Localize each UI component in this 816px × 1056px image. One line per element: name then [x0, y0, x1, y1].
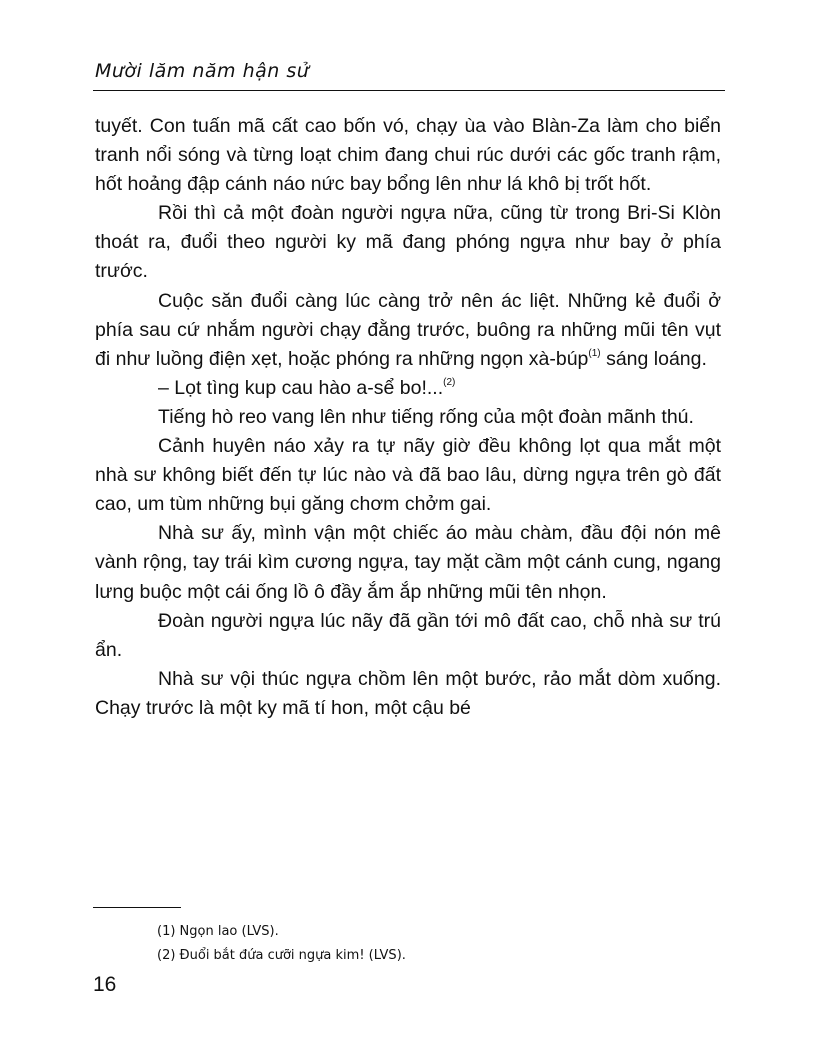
paragraph: Nhà sư ấy, mình vận một chiếc áo màu chàm, đầu đội nón mê vành rộng, tay trái kìm cương ngựa, tay mặt cầm một cánh cung, ngang lưng buộc một cái ống lồ ô đầy ắm ắp những mũi tên nhọn. — [95, 522, 721, 603]
footnote: (1) Ngọn lao (LVS). — [157, 924, 279, 939]
page-number: 16 — [93, 973, 117, 996]
paragraph: Nhà sư vội thúc ngựa chồm lên một bước, rảo mắt dòm xuống. Chạy trước là một ky mã tí hon, một cậu bé — [95, 667, 721, 719]
dialogue-text: – Lọt tìng kup cau hào a-sể bo!... — [158, 376, 444, 399]
paragraph: Cảnh huyên náo xảy ra tự nãy giờ đều không lọt qua mắt một nhà sư không biết đến tự lúc nào và đã bao lâu, dừng ngựa trên gò đất cao, um tùm những bụi găng chơm chởm gai. — [95, 435, 721, 516]
body-text — [95, 112, 721, 723]
footnotes — [157, 920, 406, 968]
header-rule — [93, 90, 725, 91]
paragraph: Đoàn người ngựa lúc nãy đã gần tới mô đất cao, chỗ nhà sư trú ẩn. — [95, 609, 721, 661]
footnote-rule — [93, 907, 181, 908]
footnote-mark: (2) — [443, 376, 456, 388]
paragraph — [95, 374, 721, 403]
running-header-title: Mười lăm năm hận sử — [95, 60, 310, 82]
paragraph — [95, 287, 721, 374]
footnote-mark: (1) — [588, 347, 601, 359]
paragraph: tuyết. Con tuấn mã cất cao bốn vó, chạy ùa vào Blàn-Za làm cho biển tranh nổi sóng và từng loạt chim đang chui rúc dưới các gốc tranh rậm, hốt hoảng đập cánh náo nức bay bổng lên như lá khô bị trốt hốt. — [95, 115, 721, 196]
paragraph-text: sáng loáng. — [606, 347, 707, 370]
paragraph: Rồi thì cả một đoàn người ngựa nữa, cũng từ trong Bri-Si Klòn thoát ra, đuổi theo người ky mã đang phóng ngựa như bay ở phía trước. — [95, 202, 721, 283]
footnote: (2) Đuổi bắt đứa cưỡi ngựa kim! (LVS). — [157, 948, 406, 963]
paragraph: Tiếng hò reo vang lên như tiếng rống của một đoàn mãnh thú. — [158, 405, 694, 428]
paragraph-text: Cuộc săn đuổi càng lúc càng trở nên ác liệt. Những kẻ đuổi ở phía sau cứ nhắm người chạy đằng trước, buông ra những mũi tên vụt đi như luồng điện xẹt, hoặc phóng ra những ngọn xà-búp — [95, 289, 721, 370]
